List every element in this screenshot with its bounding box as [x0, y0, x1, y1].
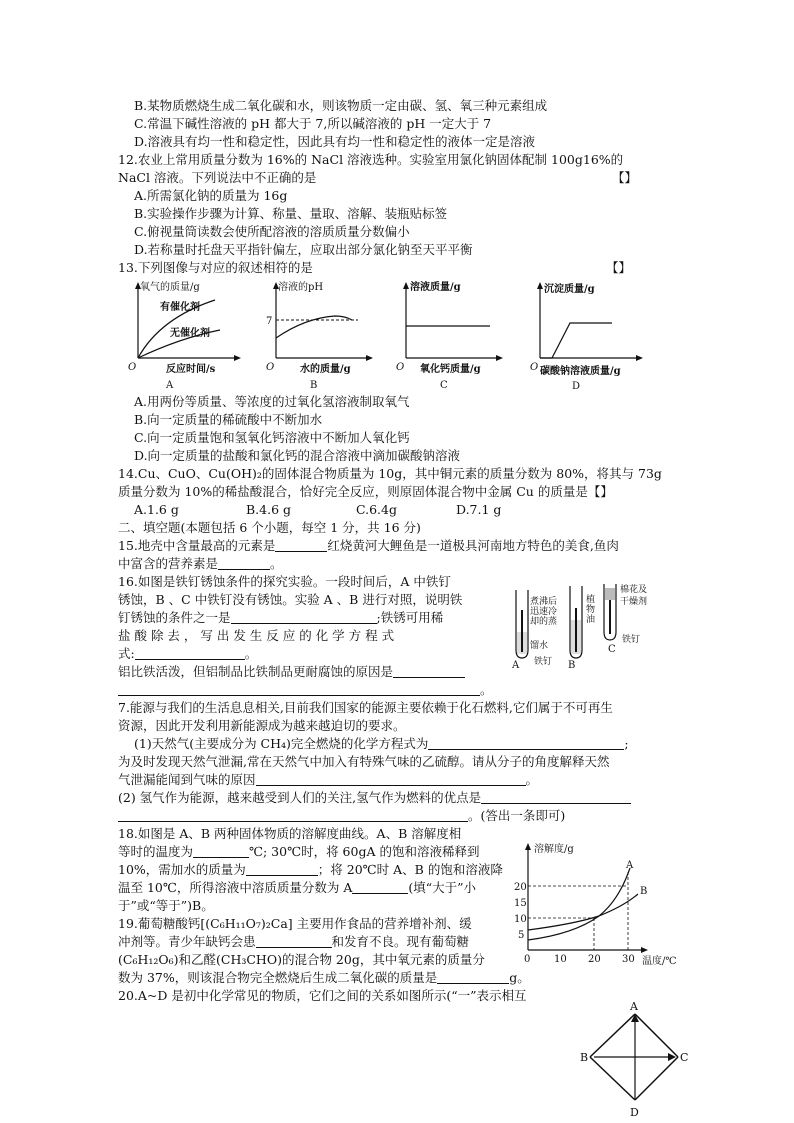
svg-text:O: O — [396, 362, 405, 373]
svg-text:油: 油 — [586, 615, 596, 625]
section-2-heading: 二、填空题(本题包括 6 个小题，每空 1 分，共 16 分) — [118, 520, 421, 535]
svg-text:10: 10 — [554, 954, 567, 965]
svg-text:溶液的pH: 溶液的pH — [278, 282, 324, 293]
svg-text:A: A — [630, 1000, 638, 1013]
question-19-line2: 冲剂等。青少年缺钙会患 和发育不良。现有葡萄糖 — [118, 934, 470, 949]
svg-text:溶液质量/g: 溶液质量/g — [410, 282, 461, 293]
graph-a — [128, 280, 241, 391]
option-b-q13: B.向一定质量的稀硫酸中不断加水 — [134, 412, 323, 427]
svg-text:干燥剂: 干燥剂 — [620, 597, 648, 607]
svg-text:植: 植 — [586, 595, 596, 605]
question-17-line7: 。(答出一条即可) — [118, 808, 565, 824]
figure-18-solubility-chart — [504, 838, 694, 970]
question-18-line1: 18.如图是 A、B 两种固体物质的溶解度曲线。A、B 溶解度相 — [118, 826, 462, 841]
question-15-line1: 15.地壳中含量最高的元素是 红烧黄河大鲤鱼是一道极具河南地方特色的美食,鱼肉 — [118, 538, 619, 553]
question-18-line4: 温至 10℃，所得溶液中溶质质量分数为 A (填“大于”小 — [118, 880, 477, 895]
question-18-line5: 于”或“等于”)B。 — [118, 898, 214, 913]
graph-d — [530, 282, 643, 392]
svg-text:O: O — [128, 362, 137, 373]
tube-c — [604, 584, 616, 655]
svg-text:A: A — [166, 380, 174, 391]
svg-text:7: 7 — [266, 316, 273, 327]
svg-text:B: B — [580, 1051, 589, 1064]
question-14-line1: 14.Cu、CuO、Cu(OH)₂的固体混合物质量为 10g，其中铜元素的质量分数为 80%，将其与 73g — [118, 466, 662, 481]
svg-text:煮沸后: 煮沸后 — [530, 597, 558, 607]
option-b-q11: B.某物质燃烧生成二氧化碳和水，则该物质一定由碳、氢、氧三种元素组成 — [134, 98, 548, 113]
svg-text:溶解度/g: 溶解度/g — [534, 844, 574, 855]
svg-text:20: 20 — [588, 954, 601, 965]
option-a-q13: A.用两份等质量、等浓度的过氧化氢溶液制取氧气 — [134, 394, 410, 409]
blank[interactable] — [118, 683, 480, 696]
question-19-line1: 19.葡萄糖酸钙[(C₆H₁₁O₇)₂Ca] 主要用作食品的营养增补剂、缓 — [118, 916, 472, 931]
blank[interactable] — [275, 539, 327, 552]
option-c-q13: C.向一定质量饱和氢氧化钙溶液中不断加人氧化钙 — [134, 430, 410, 445]
question-16-line6: 铝比铁活泼，但铝制品比铁制品更耐腐蚀的原因是 — [118, 664, 465, 680]
blank[interactable] — [118, 809, 468, 822]
svg-text:却的蒸: 却的蒸 — [530, 617, 558, 627]
svg-text:30: 30 — [622, 954, 635, 965]
blank[interactable] — [218, 557, 270, 570]
blank[interactable] — [437, 971, 509, 984]
figure-20-relation-diagram — [580, 1000, 690, 1120]
question-17-line2: 资源，因此开发利用新能源成为越来越迫切的要求。 — [118, 718, 406, 733]
blank[interactable] — [193, 845, 249, 858]
svg-text:水的质量/g: 水的质量/g — [300, 364, 351, 375]
blank[interactable] — [231, 611, 377, 624]
svg-text:15: 15 — [514, 898, 527, 909]
option-a-q14: A.1.6 g — [134, 502, 179, 517]
svg-text:C: C — [680, 1051, 689, 1064]
svg-text:温度/℃: 温度/℃ — [642, 956, 677, 967]
svg-text:氧化钙质量/g: 氧化钙质量/g — [420, 364, 481, 375]
question-20-line1: 20.A~D 是初中化学常见的物质，它们之间的关系如图所示(“一”表示相互 — [118, 988, 527, 1003]
blank[interactable] — [256, 773, 526, 786]
svg-text:5: 5 — [518, 930, 525, 941]
option-b-q14: B.4.6 g — [246, 502, 292, 517]
blank[interactable] — [481, 791, 631, 804]
svg-text:A: A — [512, 660, 520, 670]
svg-text:B: B — [310, 380, 318, 391]
question-17-line4: 为及时发现天然气泄漏,常在天然气中加入有特殊气味的乙硫醇。请从分子的角度解释天然 — [118, 754, 610, 769]
question-17-line3: (1)天然气(主要成分为 CH₄)完全燃烧的化学方程式为 ; — [134, 736, 629, 751]
svg-text:C: C — [440, 380, 448, 391]
curve-a — [528, 868, 630, 940]
question-19-line3: (C₆H₁₂O₆)和乙醛(CH₃CHO)的混合物 20g，其中氧元素的质量分 — [118, 952, 485, 967]
svg-text:碳酸钠溶液质量/g: 碳酸钠溶液质量/g — [540, 366, 621, 377]
svg-text:馏水: 馏水 — [530, 641, 549, 651]
curve-b — [528, 894, 638, 930]
question-13: 13.下列图像与对应的叙述相符的是 — [118, 260, 313, 275]
option-c-q11: C.常温下碱性溶液的 pH 都大于 7,所以碱溶液的 pH 一定大于 7 — [134, 116, 492, 131]
graph-b — [266, 280, 373, 391]
svg-text:O: O — [266, 362, 275, 373]
blank[interactable] — [393, 665, 465, 678]
question-19-line4: 数为 37%，则该混合物完全燃烧后生成二氧化碳的质量是 g。 — [118, 970, 530, 985]
svg-text:铁钉: 铁钉 — [622, 635, 641, 645]
svg-text:B: B — [640, 886, 648, 897]
question-16-line2: 锈蚀，B 、C 中铁钉没有锈蚀。实验 A 、B 进行对照，说明铁 — [118, 592, 463, 607]
question-17-line5: 气泄漏能闻到气味的原因 。 — [118, 772, 539, 787]
question-18-line3: 10%，需加水的质量为 ；将 20℃时 A、B 的饱和溶液降 — [118, 862, 503, 877]
answer-bracket-13: 【】 — [606, 260, 632, 275]
question-18-line2: 等时的温度为 ℃; 30℃时，将 60gA 的饱和溶液稀释到 — [118, 844, 480, 859]
figure-13-graphs — [120, 278, 680, 393]
blank[interactable] — [246, 863, 318, 876]
question-16-line7: 。 — [118, 682, 493, 698]
svg-text:0: 0 — [524, 954, 531, 965]
svg-text:D: D — [630, 1106, 639, 1119]
option-d-q13: D.向一定质量的盐酸和氯化钙的混合溶液中滴加碳酸钠溶液 — [134, 448, 461, 463]
question-12-line1: 12.农业上常用质量分数为 16%的 NaCl 溶液选种。实验室用氯化钠固体配制 100g16%的 — [118, 152, 624, 167]
option-c-q14: C.6.4g — [356, 502, 397, 517]
svg-text:有催化剂: 有催化剂 — [160, 302, 200, 313]
question-12-line2: NaCl 溶液。下列说法中不正确的是 — [118, 170, 317, 185]
option-b-q12: B.实验操作步骤为计算、称量、量取、溶解、装瓶贴标签 — [134, 206, 448, 221]
svg-text:无催化剂: 无催化剂 — [170, 328, 210, 339]
blank[interactable] — [352, 881, 408, 894]
svg-text:B: B — [568, 660, 576, 670]
svg-text:C: C — [608, 644, 616, 655]
figure-16-test-tubes — [508, 580, 678, 670]
svg-text:A: A — [626, 860, 634, 871]
option-d-q14: D.7.1 g — [456, 502, 502, 517]
tube-a — [511, 590, 528, 670]
option-a-q12: A.所需氯化钠的质量为 16g — [134, 188, 288, 203]
svg-text:反应时间/s: 反应时间/s — [166, 364, 216, 375]
question-17-line6: (2) 氢气作为能源，越来越受到人们的关注,氢气作为燃料的优点是 — [118, 790, 631, 806]
graph-c — [396, 280, 503, 391]
option-c-q12: C.俯视量筒读数会使所配溶液的溶质质量分数偏小 — [134, 224, 410, 239]
question-16-line1: 16.如图是铁钉锈蚀条件的探究实验。一段时间后，A 中铁钉 — [118, 574, 451, 589]
tube-b — [568, 586, 582, 670]
question-16-line3: 钉锈蚀的条件之一是 ;铁锈可用稀 — [118, 610, 444, 625]
svg-text:D: D — [572, 381, 581, 392]
option-d-q11: D.溶液具有均一性和稳定性，因此具有均一性和稳定性的液体一定是溶液 — [134, 134, 536, 149]
question-16-line5: 式: 。 — [118, 646, 258, 661]
question-17-line1: 7.能源与我们的生活息息相关,目前我们国家的能源主要依赖于化石燃料,它们属于不可再生 — [118, 700, 613, 715]
question-14-line2: 质量分数为 10%的稀盐酸混合，恰好完全反应，则原固体混合物中金属 Cu 的质量是【】 — [118, 484, 613, 499]
svg-text:物: 物 — [586, 605, 596, 615]
svg-text:20: 20 — [514, 882, 527, 893]
answer-bracket-12: 【】 — [612, 170, 638, 185]
question-16-line4: 盐 酸 除 去 ， 写 出 发 生 反 应 的 化 学 方 程 式 — [118, 628, 395, 643]
blank[interactable] — [135, 647, 245, 660]
graph-a-ylabel: 氧气的质量/g — [140, 282, 200, 293]
svg-text:10: 10 — [514, 914, 527, 925]
question-15-line2: 中富含的营养素是 。 — [118, 556, 283, 571]
svg-text:棉花及: 棉花及 — [620, 585, 648, 595]
svg-text:沉淀质量/g: 沉淀质量/g — [544, 284, 595, 295]
svg-text:迅速冷: 迅速冷 — [530, 607, 558, 617]
blank[interactable] — [428, 737, 624, 750]
svg-text:O: O — [530, 362, 539, 373]
blank[interactable] — [256, 935, 332, 948]
svg-text:铁钉: 铁钉 — [534, 657, 553, 667]
option-d-q12: D.若称量时托盘天平指针偏左，应取出部分氯化钠至天平平衡 — [134, 242, 473, 257]
